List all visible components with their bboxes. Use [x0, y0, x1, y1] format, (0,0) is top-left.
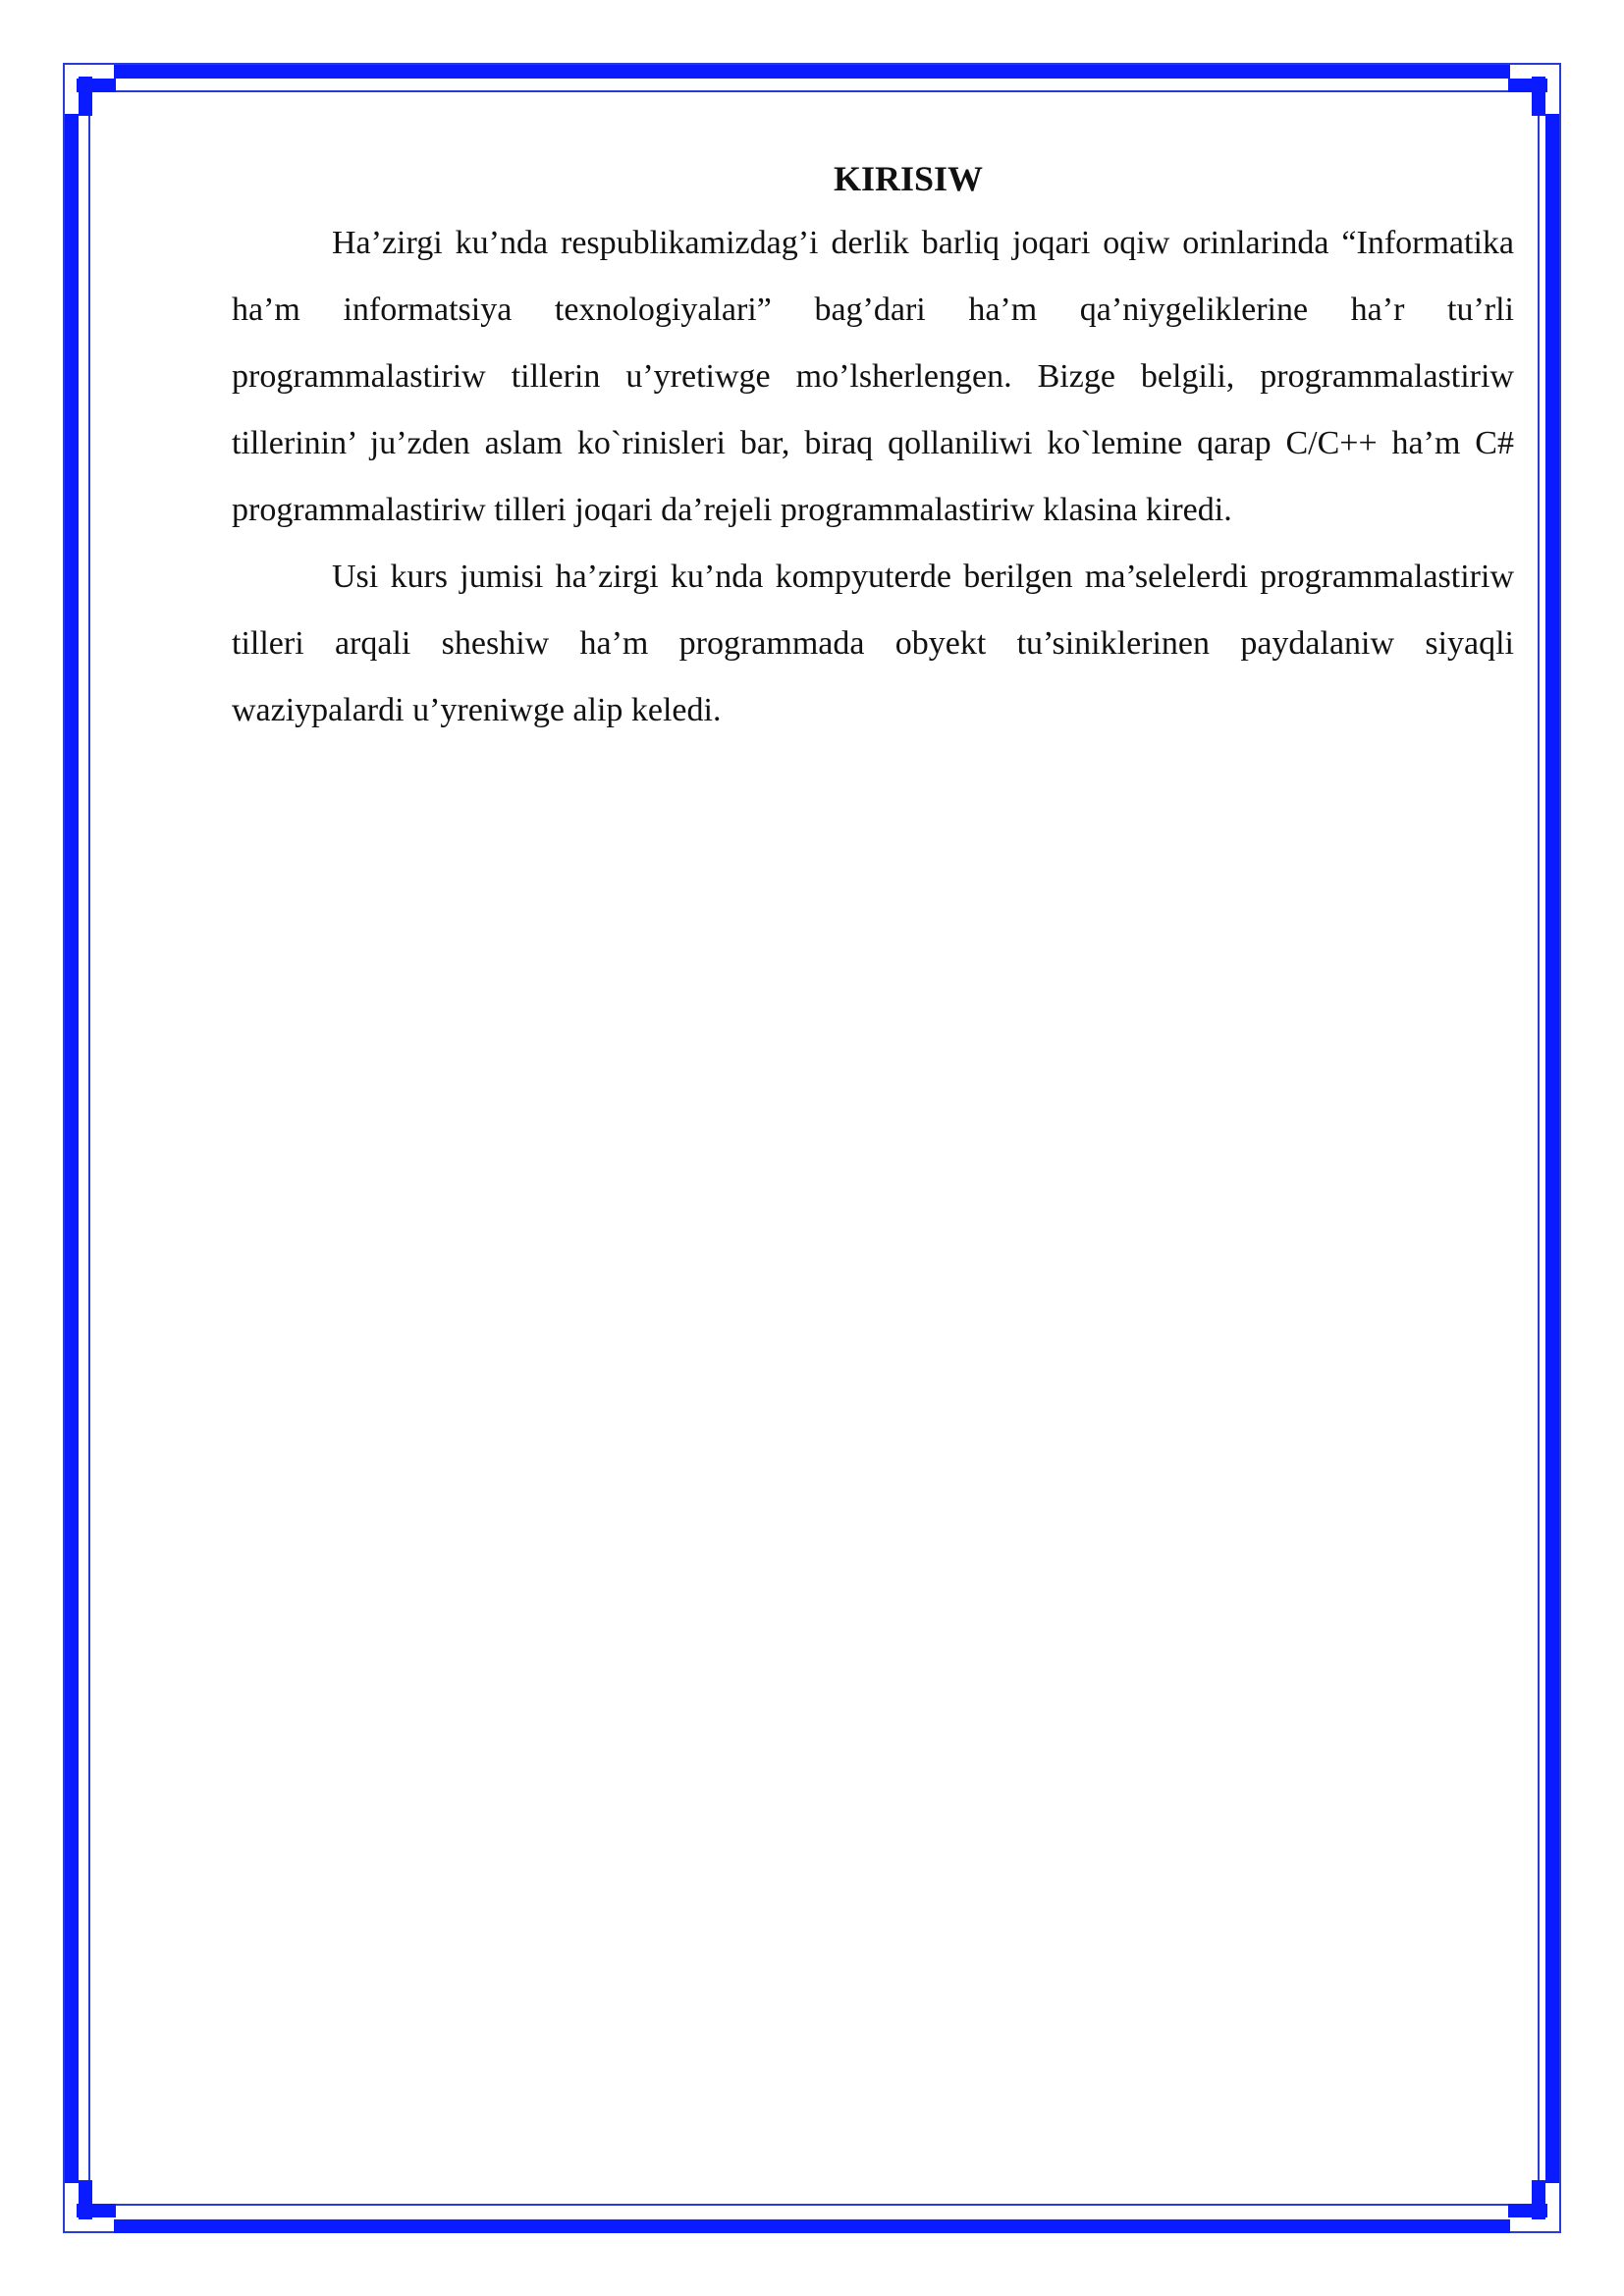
paragraph-intro: Ha’zirgi ku’nda respublikamizdag’i derlik barliq joqari oqiw orinlarinda “Informatika ha’m informatsiya texnologiyalari” bag’dari ha’m qa’niygeliklerine ha’r tu’rli programmalastiriw tillerin u’yretiwge mo’lsherlengen. Bizge belgili, programmalastiriw tillerinin’ ju’zden aslam ko`rinisleri bar, biraq qollaniliwi ko`lemine qarap C/C++ ha’m C# programmalastiriw tilleri joqari da’rejeli programmalastiriw klasina kiredi.	[232, 225, 1514, 528]
border-bottom-bar	[114, 2219, 1510, 2233]
page-title: KIRISIW	[833, 159, 984, 198]
document-body	[232, 147, 1514, 744]
corner-top-left-v	[79, 77, 92, 116]
border-top-bar	[114, 65, 1510, 79]
corner-bottom-right-v	[1532, 2180, 1545, 2219]
border-right-bar	[1545, 114, 1559, 2183]
border-left-bar	[65, 114, 79, 2183]
paragraph-purpose: Usi kurs jumisi ha’zirgi ku’nda kompyuterde berilgen ma’selelerdi programmalastiriw tilleri arqali sheshiw ha’m programmada obyekt tu’siniklerinen paydalaniw siyaqli waziypalardi u’yreniwge alip keledi.	[232, 559, 1514, 728]
corner-bottom-left-v	[79, 2180, 92, 2219]
corner-top-right-v	[1532, 77, 1545, 116]
